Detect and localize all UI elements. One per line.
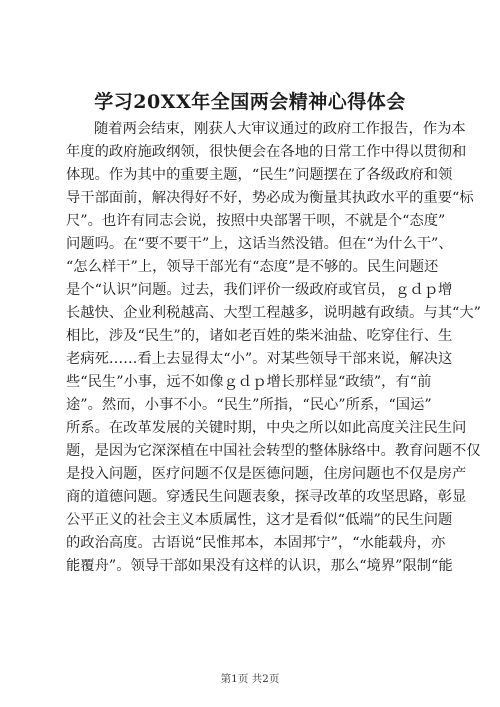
body-line: 相比，涉及“民生”的，诸如老百姓的柴米油盐、吃穿住行、生 <box>66 328 453 344</box>
body-line: 随着两会结束，刚获人大审议通过的政府工作报告，作为本 <box>94 121 466 137</box>
document-title: 学习20XX年全国两会精神心得体会 <box>94 91 406 113</box>
body-line: 能覆舟”。领导干部如果没有这样的认识，那么“境界”限制“能 <box>66 558 453 574</box>
body-line: 题，是因为它深深植在中国社会转型的整体脉络中。教育问题不仅 <box>66 443 481 459</box>
body-line: 导干部面前，解决得好不好，势必成为衡量其执政水平的重要“标 <box>66 190 474 206</box>
body-line: 体现。作为其中的重要主题，“民生”问题摆在了各级政府和领 <box>66 167 453 183</box>
body-line: 长越快、企业利税越高、大型工程越多，说明越有政绩。与其“大” <box>66 305 481 321</box>
body-line: 的政治高度。古语说“民惟邦本，本固邦宁”，“水能载舟，亦 <box>66 535 446 551</box>
body-line: 途”。然而，小事不小。“民生”所指，“民心”所系，“国运” <box>66 397 432 413</box>
body-line: 公平正义的社会主义本质属性，这才是看似“低端”的民生问题 <box>66 512 453 528</box>
body-line: 老病死……看上去显得太“小”。对某些领导干部来说，解决这 <box>66 351 453 367</box>
body-line: 是个“认识”问题。过去，我们评价一级政府或官员，ｇｄｐ增 <box>66 282 453 298</box>
body-line: 些“民生”小事，远不如像ｇｄｐ增长那样显“政绩”，有“前 <box>66 374 432 390</box>
body-line: 是投入问题，医疗问题不仅是医德问题，住房问题也不仅是房产 <box>66 466 467 482</box>
body-line: 尺”。也许有同志会说，按照中央部署干呗，不就是个“态度” <box>66 213 446 229</box>
body-line: 所系。在改革发展的关键时期，中央之所以如此高度关注民生问 <box>66 420 467 436</box>
body-line: 商的道德问题。穿透民生问题表象，探寻改革的攻坚思路，彰显 <box>66 489 467 505</box>
body-line: “怎么样干”上，领导干部光有“态度”是不够的。民生问题还 <box>66 259 439 275</box>
page-number-footer: 第1页 共2页 <box>220 673 280 685</box>
body-line: 问题吗。在“要不要干”上，这话当然没错。但在“为什么干”、 <box>66 236 453 252</box>
body-line: 年度的政府施政纲领，很快便会在各地的日常工作中得以贯彻和 <box>66 144 467 160</box>
document-body <box>66 118 481 578</box>
